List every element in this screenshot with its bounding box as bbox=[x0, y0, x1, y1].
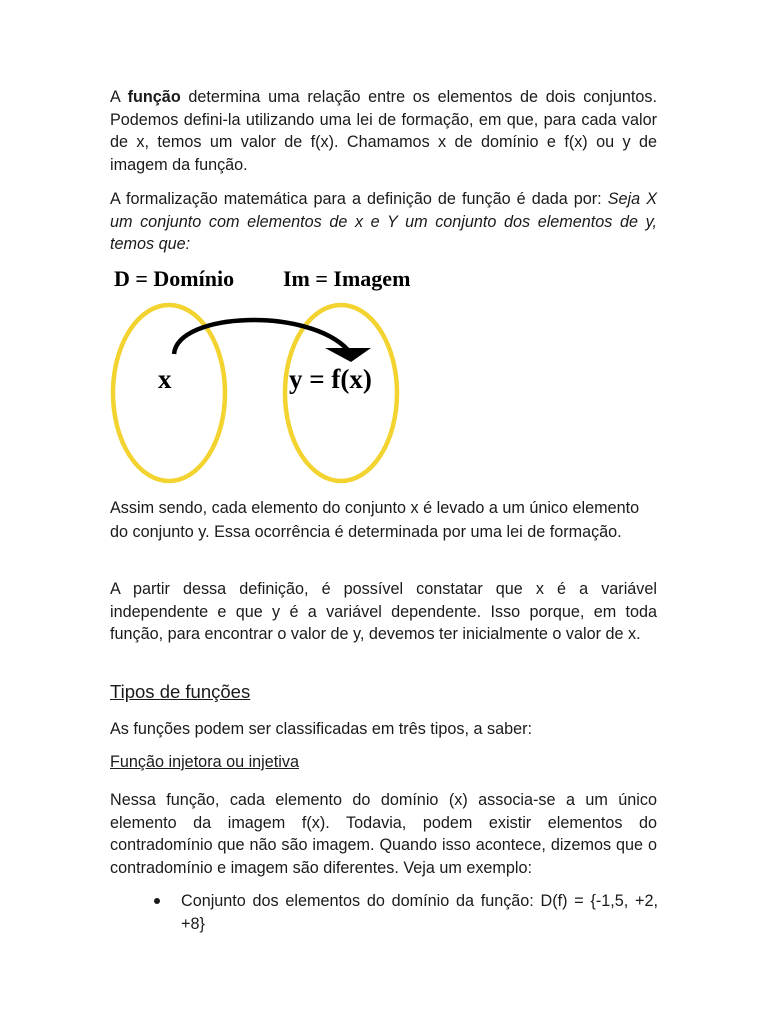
mapping-arrow-head bbox=[325, 348, 371, 362]
x-label: x bbox=[158, 364, 172, 394]
formalization-text: A formalização matemática para a definição de função é dada por: bbox=[110, 190, 608, 208]
bullet-icon bbox=[154, 898, 160, 904]
paragraph-explanation: Assim sendo, cada elemento do conjunto x é levado a um único elemento do conjunto y. Essa ocorrência é determinada por uma lei de formação. bbox=[110, 499, 640, 541]
heading-types-of-functions: Tipos de funções bbox=[110, 681, 251, 702]
paragraph-classification: As funções podem ser classificadas em três tipos, a saber: bbox=[110, 720, 532, 738]
formalization-italic: Seja X um conjunto com elementos de x e Y um conjunto dos elementos de y, temos que: bbox=[110, 190, 657, 253]
paragraph-formalization bbox=[110, 188, 657, 256]
intro-rest: determina uma relação entre os elementos de dois conjuntos. Podemos defini-la utilizando uma lei de formação, em que, para cada valor de x, temos um valor de f(x). Chamamos x de domínio e f(x) ou y de imagem da função. bbox=[110, 88, 657, 174]
term-funcao: função bbox=[127, 88, 181, 106]
image-label: Im = Imagem bbox=[283, 266, 411, 291]
paragraph-function-intro bbox=[110, 86, 657, 176]
intro-prefix: A bbox=[110, 88, 128, 106]
heading-injective-function: Função injetora ou injetiva bbox=[110, 753, 299, 771]
paragraph-injective: Nessa função, cada elemento do domínio (x) associa-se a um único elemento da imagem f(x). Todavia, podem existir elementos do contradomínio que não são imagem. Quando isso acontece, dizemos que o contradomínio e imagem são diferentes. Veja um exemplo: bbox=[110, 791, 657, 877]
bullet-text: Conjunto dos elementos do domínio da função: D(f) = {-1,5, +2, +8} bbox=[181, 892, 658, 933]
mapping-arrow-curve bbox=[174, 320, 348, 354]
domain-label: D = Domínio bbox=[114, 266, 235, 291]
y-equals-fx-label: y = f(x) bbox=[289, 364, 372, 394]
function-mapping-diagram bbox=[108, 262, 428, 492]
paragraph-variables: A partir dessa definição, é possível constatar que x é a variável independente e que y é a variável dependente. Isso porque, em toda função, para encontrar o valor de y, devemos ter inicialmente o valor de x. bbox=[110, 580, 657, 643]
